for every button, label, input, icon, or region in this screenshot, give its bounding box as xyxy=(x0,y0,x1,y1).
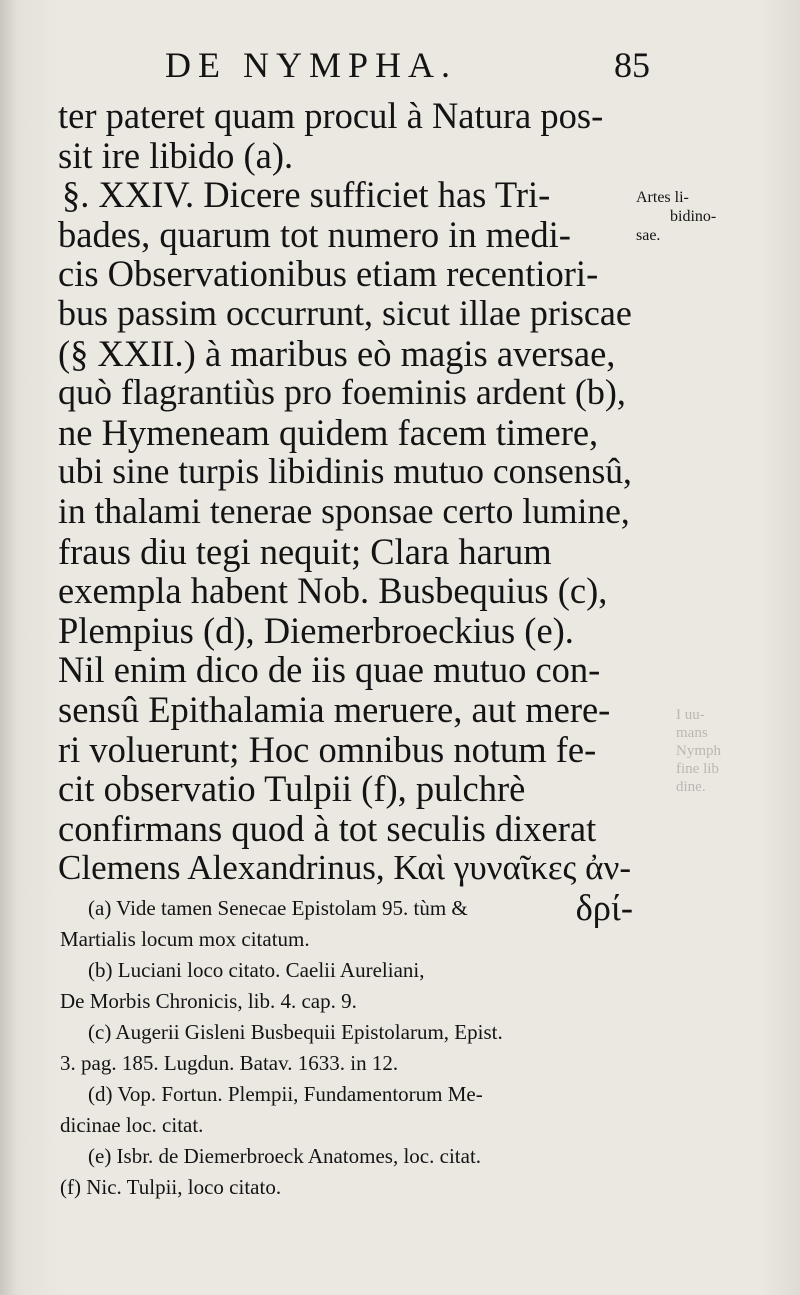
footnote-line: (d) Vop. Fortun. Plempii, Fundamentorum Me- xyxy=(88,1082,483,1106)
footnote-line: (f) Nic. Tulpii, loco citato. xyxy=(60,1175,282,1199)
marginal-note-line: bidino- xyxy=(670,208,717,225)
page-number: 85 xyxy=(614,45,650,85)
marginal-note-line: sae. xyxy=(636,227,661,244)
text-line: Plempius (d), Diemerbroeckius (e). xyxy=(58,609,574,651)
running-head xyxy=(90,40,650,90)
text-line: ri voluerunt; Hoc omnibus notum fe- xyxy=(58,728,597,770)
footnote-line: (e) Isbr. de Diemerbroeck Anatomes, loc. citat. xyxy=(88,1144,482,1168)
text-line: Clemens Alexandrinus, Καὶ γυναῖκες ἀν- xyxy=(58,848,631,888)
text-line: sit ire libido (a). xyxy=(58,134,294,176)
running-title: DE NYMPHA. xyxy=(165,45,458,85)
text-line: (§ XXII.) à maribus eò magis aversae, xyxy=(58,332,616,374)
text-line: quò flagrantiùs pro foeminis ardent (b), xyxy=(58,372,626,413)
text-line: Nil enim dico de iis quae mutuo con- xyxy=(58,649,601,691)
footnotes xyxy=(60,893,638,1203)
footnote-line: dicinae loc. citat. xyxy=(60,1113,204,1137)
text-line: exempla habent Nob. Busbequius (c), xyxy=(58,570,608,612)
text-line: §. XXIV. Dicere sufficiet has Tri- xyxy=(62,174,551,216)
text-line: cis Observationibus etiam recentiori- xyxy=(58,253,599,295)
text-line: cit observatio Tulpii (f), pulchrè xyxy=(58,768,526,810)
footnote-line: (c) Augerii Gisleni Busbequii Epistolarum, Epist. xyxy=(88,1020,503,1044)
text-line: ne Hymeneam quidem facem timere, xyxy=(58,411,599,453)
footnote-line: De Morbis Chronicis, lib. 4. cap. 9. xyxy=(60,989,357,1013)
text-line: in thalami tenerae sponsae certo lumine, xyxy=(58,490,630,531)
footnote-line: Martialis locum mox citatum. xyxy=(60,927,310,951)
footnote-line: (a) Vide tamen Senecae Epistolam 95. tùm & xyxy=(88,896,468,920)
text-line: confirmans quod à tot seculis dixerat xyxy=(58,807,597,849)
footnote-line: 3. pag. 185. Lugdun. Batav. 1633. in 12. xyxy=(60,1051,399,1075)
text-line: ter pateret quam procul à Natura pos- xyxy=(58,95,604,136)
show-through-text: I uu- mans Nymph fine lib dine. xyxy=(676,707,721,795)
text-line: sensû Epithalamia meruere, aut mere- xyxy=(58,688,611,730)
marginal-note xyxy=(636,188,716,245)
catchword: δρί- xyxy=(575,886,633,928)
text-line: fraus diu tegi nequit; Clara harum xyxy=(58,530,552,572)
text-line: bus passim occurrunt, sicut illae priscae xyxy=(58,292,632,333)
text-line: bades, quarum tot numero in medi- xyxy=(58,213,571,255)
text-line: ubi sine turpis libidinis mutuo consensû, xyxy=(58,451,632,492)
footnote-line: (b) Luciani loco citato. Caelii Aureliani, xyxy=(88,958,425,982)
main-text xyxy=(58,96,633,927)
marginal-note-line: Artes li- xyxy=(636,189,689,206)
